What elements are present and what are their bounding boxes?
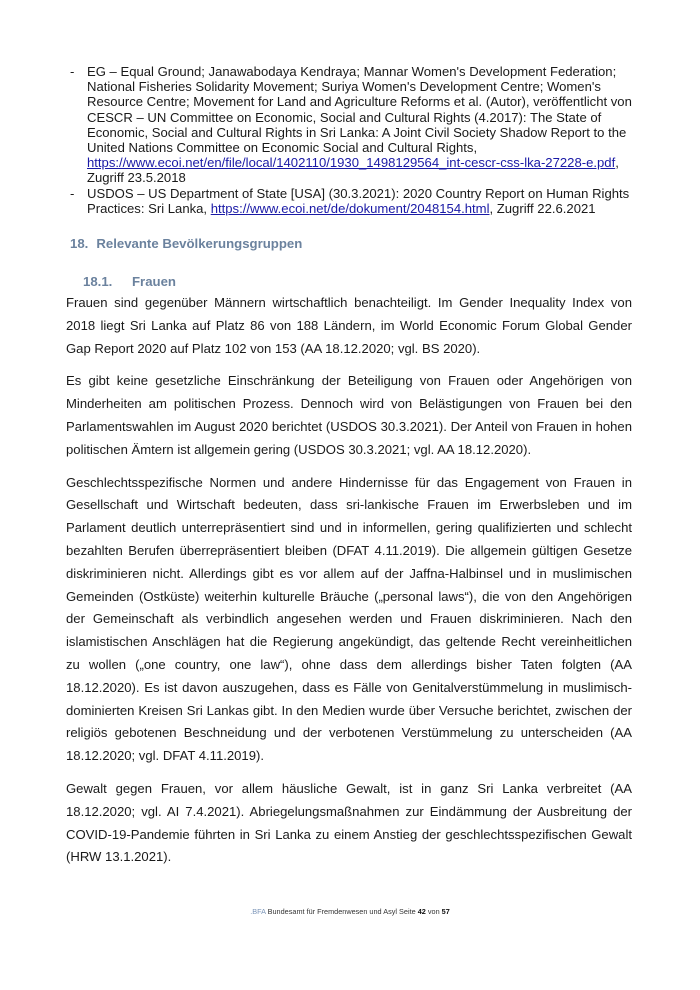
subsection-number: 18.1. bbox=[83, 274, 113, 289]
reference-item bbox=[66, 64, 632, 186]
reference-access-date: , Zugriff 22.6.2021 bbox=[489, 200, 596, 216]
subsection-title: Frauen bbox=[132, 274, 176, 289]
document-page bbox=[66, 64, 632, 865]
reference-text: USDOS – US Department of State [USA] (30.3.2021): 2020 Country Report on Human Rights Practices: Sri Lanka, bbox=[87, 185, 630, 216]
section-title: Relevante Bevölkerungsgruppen bbox=[96, 236, 303, 251]
bfa-logo-text: .BFA bbox=[250, 907, 266, 916]
page-total: 57 bbox=[441, 907, 450, 916]
footer-org: Bundesamt für Fremdenwesen und Asyl Seite bbox=[265, 907, 418, 916]
paragraph: Es gibt keine gesetzliche Einschränkung der Beteiligung von Frauen oder Angehörigen von Minderheiten am politischen Prozess. Dennoch wird von Belästigungen von Frauen bei den Parlamentswahlen im August 2020 berichtet (USDOS 30.3.2021). Der Anteil von Frauen in hohen politischen Ämtern ist allgemein gering (USDOS 30.3.2021; vgl. AA 18.12.2020). bbox=[66, 373, 632, 457]
list-bullet: - bbox=[70, 64, 75, 79]
reference-text: EG – Equal Ground; Janawabodaya Kendraya; Mannar Women's Development Federation; National Fisheries Solidarity Movement; Suriya Women's Development Centre; Women's Resource Centre; Movement for Land and Agriculture Reforms et al. (Autor), veröffentlicht von CESCR – UN Committee on Economic, Social and Cultural Rights (4.2017): The State of Economic, Social and Cultural Rights in Sri Lanka: A Joint Civil Society Shadow Report to the United Nations Committee on Economic Social and Cultural Rights, bbox=[87, 64, 632, 156]
section-heading bbox=[70, 236, 302, 251]
reference-link[interactable]: https://www.ecoi.net/en/file/local/1402110/1930_1498129564_int-cescr-css-lka-27228-e.pdf bbox=[87, 155, 616, 171]
reference-item bbox=[66, 186, 632, 216]
paragraph: Geschlechtsspezifische Normen und andere Hindernisse für das Engagement von Frauen in Gesellschaft und Wirtschaft bedeuten, dass sri-lankische Frauen im Erwerbsleben und im Parlament deutlich unterrepräsentiert sind und in informellen, gering qualifizierten und schlecht bezahlten Berufen überrepräsentiert bleiben (DFAT 4.11.2019). Die allgemein gültigen Gesetze diskriminieren nicht. Allerdings gibt es vor allem auf der Jaffna-Halbinsel und in muslimischen Gemeinden (Ostküste) weiterhin kulturelle Bräuche („personal laws“), die von den Angehörigen der Gemeinschaft als verbindlich angesehen werden und Frauen diskriminieren. Nach den islamistischen Anschlägen hat die Regierung angekündigt, das geltende Recht vereinheitlichen zu wollen („one country, one law“), ohne dass dem allerdings bisher Taten folgten (AA 18.12.2020). Es ist davon auszugehen, dass es Fälle von Genitalverstümmelung in muslimisch-dominierten Kreisen Sri Lankas gibt. In den Medien wurde über Versuche berichtet, zwischen der religiös gebotenen Beschneidung und der verbotenen Verstümmelung zu unterscheiden (AA 18.12.2020; vgl. DFAT 4.11.2019). bbox=[66, 474, 632, 764]
list-bullet: - bbox=[70, 185, 75, 201]
reference-access-date: , Zugriff 23.5.2018 bbox=[87, 155, 619, 186]
page-number: 42 bbox=[417, 907, 426, 916]
body-text bbox=[66, 292, 632, 879]
footer-of: von bbox=[425, 907, 442, 916]
paragraph: Gewalt gegen Frauen, vor allem häusliche Gewalt, ist in ganz Sri Lanka verbreitet (AA 18.12.2020; vgl. AI 7.4.2021). Abriegelungsmaßnahmen zur Eindämmung der Ausbreitung der COVID-19-Pandemie führten in Sri Lanka zu einem Anstieg der geschlechtsspezifischen Gewalt (HRW 13.1.2021). bbox=[66, 780, 632, 865]
subsection-heading bbox=[83, 274, 176, 289]
page-footer bbox=[0, 907, 700, 916]
section-number: 18. bbox=[70, 236, 89, 251]
reference-list bbox=[66, 64, 632, 216]
reference-link[interactable]: https://www.ecoi.net/de/dokument/2048154.html bbox=[210, 200, 490, 216]
paragraph: Frauen sind gegenüber Männern wirtschaftlich benachteiligt. Im Gender Inequality Index von 2018 liegt Sri Lanka auf Platz 86 von 188 Ländern, im World Economic Forum Global Gender Gap Report 2020 auf Platz 102 von 153 (AA 18.12.2020; vgl. BS 2020). bbox=[66, 295, 632, 356]
